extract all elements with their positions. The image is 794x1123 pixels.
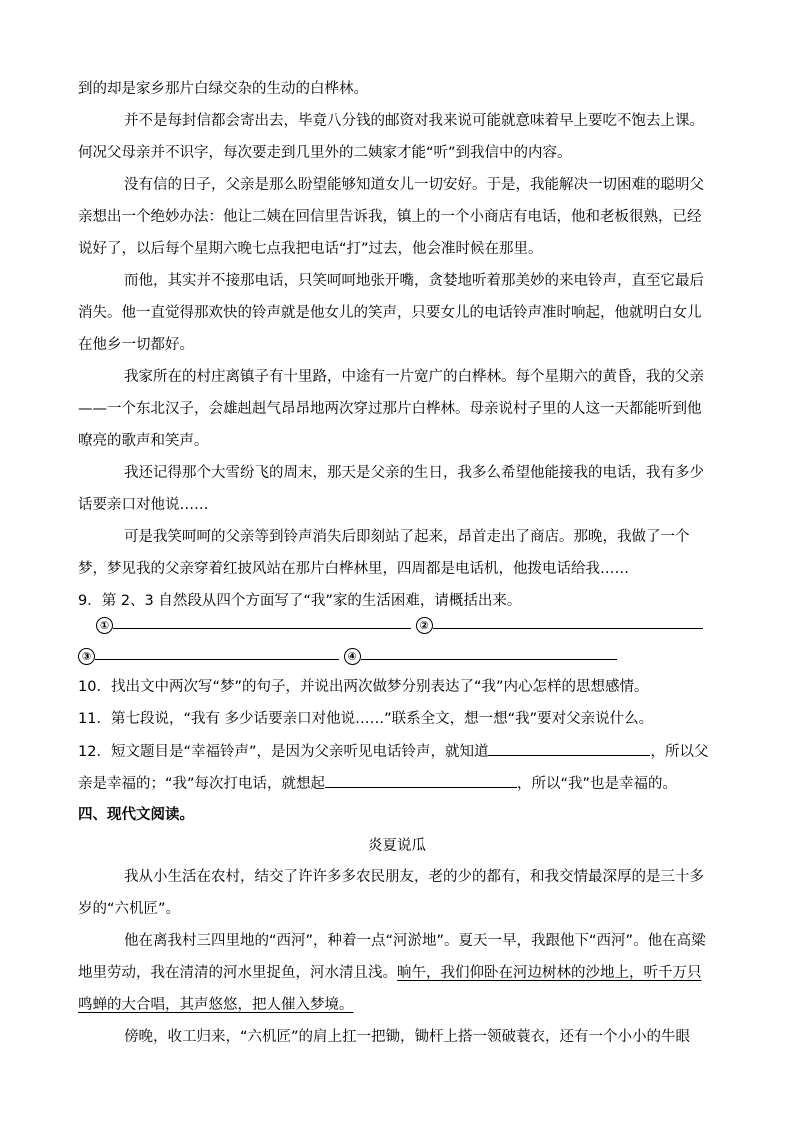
paragraph-line: 说好了，以后每个星期六晚七点我把电话“打”过去，他会准时候在那里。 xyxy=(78,241,543,257)
paragraph-line xyxy=(78,963,702,983)
answer-row-1 xyxy=(96,614,703,635)
underlined-sentence: 鸣蝉的大合唱，其声悠悠，把人催入梦境。 xyxy=(78,997,354,1013)
passage-title: 炎夏说瓜 xyxy=(368,838,426,854)
paragraph-line: 他在离我村三四里地的“西河”，种着一点“河淤地”。夏天一早，我跟他下“西河”。他在高粱 xyxy=(124,933,706,949)
answer-blank-4[interactable] xyxy=(361,645,617,660)
paragraph-line: 话要亲口对他说…… xyxy=(78,497,209,513)
paragraph-line: ——一个东北汉子，会雄赳赳气昂昂地两次穿过那片白桦林。母亲说村子里的人这一天都能听到他 xyxy=(78,401,702,417)
answer-blank-12a[interactable] xyxy=(488,741,650,756)
question-12-text-c: 亲是幸福的；“我”每次打电话，就想起 xyxy=(78,776,326,792)
paragraph-line: 何况父母亲并不识字，每次要走到几里外的二姨家才能“听”到我信中的内容。 xyxy=(78,145,572,161)
paragraph-line: 傍晚，收工归来，“六机匠”的肩上扛一把锄，锄杆上搭一领破蓑衣，还有一个小小的牛眼 xyxy=(124,1029,691,1045)
paragraph-line: 到的却是家乡那片白绿交杂的生动的白桦林。 xyxy=(78,81,368,97)
question-12-text-d: ，所以“我”也是幸福的。 xyxy=(517,776,678,792)
paragraph-line: 梦，梦见我的父亲穿着红披风站在那片白桦林里，四周都是电话机，他拨电话给我…… xyxy=(78,561,629,577)
paragraph-line: 亲想出一个绝妙办法：他让二姨在回信里告诉我，镇上的一个小商店有电话，他和老板很熟，已经 xyxy=(78,209,702,225)
paragraph-line: 岁的“六机匠”。 xyxy=(78,901,181,917)
paragraph-line: 我从小生活在农村，结交了许许多多农民朋友，老的少的都有，和我交情最深厚的是三十多 xyxy=(124,869,704,885)
question-9: 9．第 2、3 自然段从四个方面写了“我”家的生活困难，请概括出来。 xyxy=(78,593,522,609)
paragraph-line: 在他乡一切都好。 xyxy=(78,337,194,353)
answer-row-2 xyxy=(78,645,617,666)
question-12-text-a: 12．短文题目是“幸福铃声”，是因为父亲听见电话铃声，就知道 xyxy=(78,744,489,760)
question-12-line2 xyxy=(78,773,677,794)
question-12-text-b: ，所以父 xyxy=(650,744,709,760)
circled-number: ② xyxy=(416,617,433,634)
question-11: 11．第七段说，“我有 多少话要亲口对他说……”联系全文，想一想“我”要对父亲说什么。 xyxy=(78,711,654,727)
circled-number: ④ xyxy=(344,648,361,665)
paragraph-line: 消失。他一直觉得那欢快的铃声就是他女儿的笑声，只要女儿的电话铃声准时响起，他就明白女儿 xyxy=(78,305,702,321)
section-heading: 四、现代文阅读。 xyxy=(78,807,194,823)
paragraph-line: 我家所在的村庄离镇子有十里路，中途有一片宽广的白桦林。每个星期六的黄昏，我的父亲 xyxy=(124,369,704,385)
answer-blank-12b[interactable] xyxy=(325,773,517,788)
paragraph-line: 我还记得那个大雪纷飞的周末，那天是父亲的生日，我多么希望他能接我的电话，我有多少 xyxy=(124,465,704,481)
answer-blank-1[interactable] xyxy=(113,614,411,629)
underlined-sentence: 晌午，我们仰卧在河边树林的沙地上，听千万只 xyxy=(397,965,702,981)
question-10: 10．找出文中两次写“梦”的句子，并说出两次做梦分别表达了“我”内心怎样的思想感情。 xyxy=(78,679,649,695)
paragraph-line: 没有信的日子，父亲是那么盼望能够知道女儿一切安好。于是，我能解决一切困难的聪明父 xyxy=(124,177,704,193)
paragraph-line: 可是我笑呵呵的父亲等到铃声消失后即刻站了起来，昂首走出了商店。那晚，我做了一个 xyxy=(124,529,690,545)
circled-number: ① xyxy=(96,617,113,634)
answer-blank-3[interactable] xyxy=(95,645,339,660)
paragraph-line: 嘹亮的歌声和笑声。 xyxy=(78,433,209,449)
plain-text: 地里劳动，我在清清的河水里捉鱼，河水清且浅。 xyxy=(78,965,397,981)
question-12 xyxy=(78,741,708,762)
circled-number: ③ xyxy=(78,648,95,665)
answer-blank-2[interactable] xyxy=(433,614,703,629)
paragraph-line: 并不是每封信都会寄出去，毕竟八分钱的邮资对我来说可能就意味着早上要吃不饱去上课。 xyxy=(124,113,704,129)
paragraph-line: 而他，其实并不接那电话，只笑呵呵地张开嘴，贪婪地听着那美妙的来电铃声，直至它最后 xyxy=(124,273,704,289)
